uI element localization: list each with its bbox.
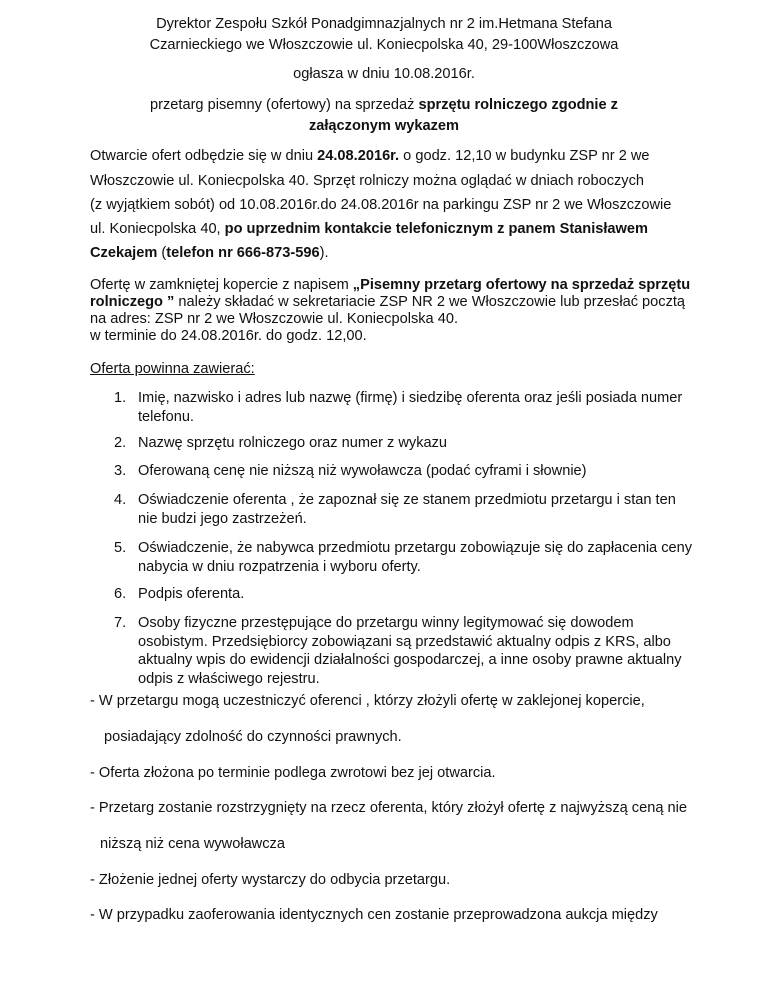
header-block: [60, 14, 708, 56]
rule-1: - W przetargu mogą uczestniczyć oferenci , którzy złożyli ofertę w zaklejonej kopercie,: [90, 693, 645, 709]
list-text: osobistym. Przedsiębiorcy zobowiązani są przedstawić aktualny odpis z KRS, albo: [138, 633, 671, 650]
opening-text: ul. Koniecpolska 40,: [90, 221, 225, 237]
opening-line-1: [90, 147, 710, 166]
list-text: Podpis oferenta.: [138, 586, 245, 602]
list-number: 5.: [114, 540, 127, 556]
list-text: telefonu.: [138, 408, 194, 425]
list-number: 7.: [114, 615, 127, 631]
list-number: 2.: [114, 435, 127, 451]
submission-text: Ofertę w zamkniętej kopercie z napisem: [90, 277, 353, 293]
opening-text: o godz. 12,10 w budynku ZSP nr 2 we: [399, 148, 650, 164]
subject-plain: przetarg pisemny (ofertowy) na sprzedaż: [150, 97, 419, 113]
list-text: aktualny wpis do ewidencji działalności gospodarczej, a inne osoby prawne aktualny: [138, 652, 682, 668]
opening-line-4: [90, 220, 710, 239]
submission-text: należy składać w sekretariacie ZSP NR 2 we Włoszczowie lub przesłać pocztą: [174, 294, 686, 310]
envelope-label: „Pisemny przetarg ofertowy na sprzedaż sprzętu: [352, 277, 691, 293]
opening-date: 24.08.2016r.: [317, 148, 400, 164]
subject-bold-2: załączonym wykazem: [308, 118, 460, 134]
rule-2: - Oferta złożona po terminie podlega zwrotowi bez jej otwarcia.: [90, 765, 496, 781]
offer-heading: [90, 360, 710, 379]
list-text: Nazwę sprzętu rolniczego oraz numer z wykazu: [138, 435, 448, 451]
rule-3-cont: niższą niż cena wywoławcza: [100, 836, 285, 852]
list-text: Oświadczenie, że nabywca przedmiotu przetargu zobowiązuje się do zapłacenia ceny: [138, 540, 693, 556]
paren-open: (: [157, 245, 167, 261]
list-text: Oświadczenie oferenta , że zapoznał się ze stanem przedmiotu przetargu i stan ten: [138, 492, 676, 508]
contact-name: Czekajem: [90, 245, 158, 261]
contact-phone: telefon nr 666-873-596: [166, 245, 320, 261]
list-item: [114, 389, 704, 426]
list-number: 1.: [114, 390, 127, 406]
rule-4: - Złożenie jednej oferty wystarczy do odbycia przetargu.: [90, 872, 451, 888]
contact-text: po uprzednim kontakcie telefonicznym z panem Stanisławem: [224, 221, 648, 237]
list-text: Imię, nazwisko i adres lub nazwę (firmę) i siedzibę oferenta oraz jeśli posiada numer: [138, 390, 683, 406]
subject: [60, 95, 708, 137]
paren-close: ).: [319, 245, 329, 261]
list-text: odpis z właściwego rejestru.: [138, 670, 320, 687]
rule-1-cont: posiadający zdolność do czynności prawnych.: [104, 729, 402, 745]
list-text: Osoby fizyczne przestępujące do przetargu winny legitymować się dowodem: [138, 615, 634, 631]
opening-line-3: (z wyjątkiem sobót) od 10.08.2016r.do 24.08.2016r na parkingu ZSP nr 2 we Włoszczowie: [90, 197, 672, 213]
offer-heading-text: Oferta powinna zawierać:: [90, 361, 255, 377]
list-item: [114, 434, 704, 453]
list-text: nie budzi jego zastrzeżeń.: [138, 510, 307, 527]
list-number: 3.: [114, 463, 127, 479]
submission-line-3: na adres: ZSP nr 2 we Włoszczowie ul. Koniecpolska 40.: [90, 311, 458, 327]
opening-text: Otwarcie ofert odbędzie się w dniu: [90, 148, 318, 164]
opening-line-5: [90, 244, 710, 263]
list-item: [114, 585, 704, 604]
opening-line-2: Włoszczowie ul. Koniecpolska 40. Sprzęt rolniczy można oglądać w dniach roboczych: [90, 173, 645, 189]
list-item: [114, 462, 704, 481]
list-text: nabycia w dniu rozpatrzenia i wyboru oferty.: [138, 558, 421, 575]
list-text: Oferowaną cenę nie niższą niż wywoławcza (podać cyframi i słownie): [138, 463, 587, 479]
header-line-1: Dyrektor Zespołu Szkół Ponadgimnazjalnych nr 2 im.Hetmana Stefana: [156, 16, 612, 32]
list-item: [114, 491, 704, 528]
rule-5: - W przypadku zaoferowania identycznych cen zostanie przeprowadzona aukcja między: [90, 907, 658, 923]
list-number: 6.: [114, 586, 127, 602]
header-line-2: Czarnieckiego we Włoszczowie ul. Koniecpolska 40, 29-100Włoszczowa: [149, 37, 619, 53]
list-number: 4.: [114, 492, 127, 508]
envelope-label: rolniczego ”: [90, 294, 175, 310]
submission-line-4: w terminie do 24.08.2016r. do godz. 12,00.: [90, 328, 367, 344]
list-item: [114, 614, 704, 688]
subject-bold-1: sprzętu rolniczego zgodnie z: [418, 97, 618, 113]
rule-3: - Przetarg zostanie rozstrzygnięty na rzecz oferenta, który złożył ofertę z najwyższą ceną nie: [90, 800, 687, 816]
list-item: [114, 539, 704, 576]
announce-date: ogłasza w dniu 10.08.2016r.: [293, 66, 475, 82]
